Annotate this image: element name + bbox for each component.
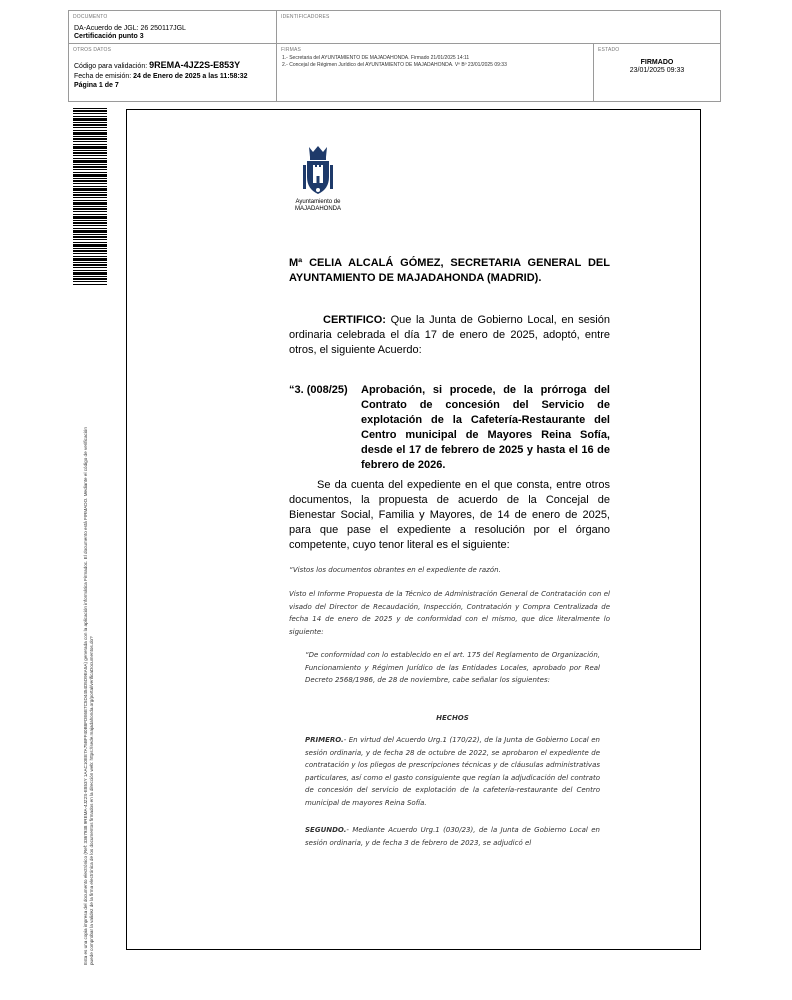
firmas-cell [277,44,594,101]
side-verification-text [83,275,95,965]
documento-label: DOCUMENTO [73,14,108,20]
documento-cell [69,11,277,44]
agenda-item-title: Aprobación, si procede, de la prórroga del Contrato de concesión del Servicio de explotación de la Cafetería-Restaurante del Centro municipal de Mayores Reina Sofía, desde el 17 de febrero de 2025 y hasta el 16 de febrero de 2026. [361,384,610,471]
firmas-label: FIRMAS [281,47,302,53]
firma-2: 2.- Concejal de Régimen Jurídico del AYUNTAMIENTO DE MAJADAHONDA. Vº Bº 23/01/2025 09:33 [282,62,507,68]
fecha-prefix: Fecha de emisión: [74,73,132,80]
fecha-value: 24 de Enero de 2025 a las 11:58:32 [133,73,248,80]
identificadores-label: IDENTIFICADORES [281,14,330,20]
otros-label: OTROS DATOS [73,47,112,53]
codigo-value: 9REMA-4JZ2S-E853Y [149,60,241,70]
logo-text-line1: Ayuntamiento de [295,199,341,205]
firma-1: 1.- Secretaria del AYUNTAMIENTO DE MAJADAHONDA. Firmado 21/01/2025 14:11 [282,55,470,61]
document-heading: Mª CELIA ALCALÁ GÓMEZ, SECRETARIA GENERAL DEL AYUNTAMIENTO DE MAJADAHONDA (MADRID). [289,257,610,284]
segundo-text: - Mediante Acuerdo Urg.1 (030/23), de la Junta de Gobierno Local en sesión ordinaria, y de fecha 3 de febrero de 2023, se adjudicó el [305,826,600,847]
certifico-paragraph [289,313,610,358]
agenda-item-number: “3. (008/25) [289,384,348,396]
codigo-validacion [74,61,240,71]
side-line-2: puede comprobar la validez de la firma electrónica de los documentos firmados en la dirección web: https://sede.majadahonda.org/portal/verificaDocumentos.do? [89,636,94,965]
logo-text-line2: MAJADAHONDA [294,206,341,212]
segundo-paragraph [305,824,600,849]
estado-fecha: 23/01/2025 09:33 [629,67,685,74]
estado-value: FIRMADO [640,59,674,66]
codigo-prefix: Código para validación: [74,63,148,70]
estado-label: ESTADO [598,47,620,53]
hechos-heading: HECHOS [436,714,469,722]
crest-icon [290,143,346,199]
conformidad-paragraph: “De conformidad con lo establecido en el art. 175 del Reglamento de Organización, Funcionamiento y Régimen Jurídico de las Entidades Locales, aprobado por Real Decreto 2568/1986, de 28 de noviembre, cabe señalar los siguientes: [305,651,600,684]
logo-text [283,199,353,213]
expediente-text: Se da cuenta del expediente en el que consta, entre otros documentos, la propuesta de acuerdo de la Concejal de Bienestar Social, Familia y Mayores, de 14 de enero de 2025, para que pase el expediente a resolución por el órgano competente, cuyo tenor literal es el siguiente: [289,479,610,551]
otros-datos-cell [69,44,277,101]
certifico-label: CERTIFICO: [323,314,386,326]
document-header-table [68,10,721,102]
segundo-label: SEGUNDO. [305,826,347,834]
primero-text: - En virtud del Acuerdo Urg.1 (170/22), de la Junta de Gobierno Local en sesión ordinaria, y de fecha 28 de octubre de 2022, se aprobaron el expediente de contratación y los pliegos de prescripciones técnicas y de cláusulas administrativas particulares, así como el gasto consiguiente que regían la adjudicación del contrato de concesión del servicio de explotación de la cafetería-restaurante del Centro municipal de mayores Reina Sofía. [305,736,600,807]
primero-label: PRIMERO. [305,736,344,744]
primero-paragraph [305,734,600,809]
side-line-1: Esta es una copia impresa del documento electrónico (Ref: 3367938 9REMA-4JZ2S-E853Y 1AAC10EE7A75BFF40B8FDE6E7C5D4454D5D9EA5A) generada con la aplicación informática Firmadoc. El documento está FIRMADO. Mediante el código de verificación [83,427,88,965]
vistos-paragraph: “Vistos los documentos obrantes en el expediente de razón. [289,566,501,574]
identificadores-cell [277,11,720,44]
expediente-paragraph [289,478,610,553]
visto-informe-paragraph: Visto el Informe Propuesta de la Técnico de Administración General de Contratación con el visado del Director de Recaudación, Inspección, Contratación y Compra Centralizada de fecha 14 de enero de 2025 y de conformidad con el mismo, que dice literalmente lo siguiente: [289,590,610,636]
documento-line2: Certificación punto 3 [74,33,144,40]
barcode [73,108,107,286]
estado-cell [594,44,720,101]
documento-line1: DA-Acuerdo de JGL: 26 250117JGL [74,25,186,32]
fecha-emision [74,72,248,81]
pagina: Página 1 de 7 [74,82,119,89]
certifico-text: Que la Junta de Gobierno Local, en sesión ordinaria celebrada el día 17 de enero de 2025, adoptó, entre otros, el siguiente Acuerdo: [289,314,610,356]
